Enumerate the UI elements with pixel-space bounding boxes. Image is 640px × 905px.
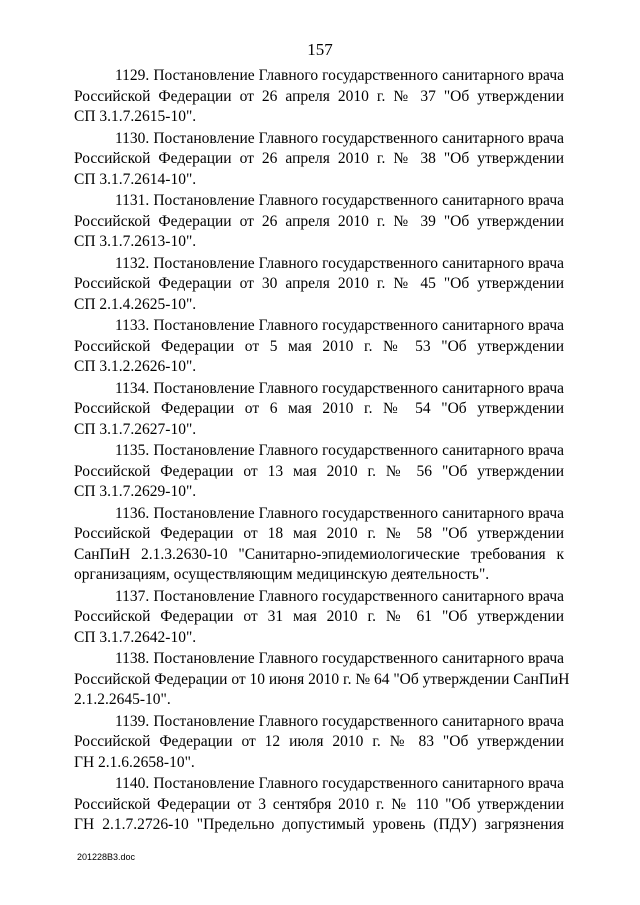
text-line: СП 3.1.7.2613-10".	[74, 233, 197, 250]
list-item	[74, 379, 564, 441]
text-line: СП 3.1.2.2626-10".	[74, 358, 197, 375]
text-line: 1138. Постановление Главного государственного санитарного врача	[115, 650, 564, 667]
list-item	[74, 66, 564, 128]
text-line: СП 3.1.7.2614-10".	[74, 170, 197, 188]
text-line: Российской Федерации от 26 апреля 2010 г. № 39 "Об утверждении	[74, 212, 564, 230]
list-item	[74, 254, 564, 316]
text-line: 1136. Постановление Главного государственного санитарного врача	[115, 504, 564, 522]
text-line: Российской Федерации от 12 июля 2010 г. № 83 "Об утверждении	[74, 733, 564, 750]
text-line: 1137. Постановление Главного государственного санитарного врача	[115, 587, 564, 605]
document-footer: 201228B3.doc	[77, 852, 136, 862]
text-line: организациям, осуществляющим медицинскую деятельность".	[74, 566, 490, 583]
text-line: 2.1.2.2645-10".	[74, 691, 171, 708]
list-item	[74, 712, 564, 774]
text-line: Российской Федерации от 30 апреля 2010 г. № 45 "Об утверждении	[74, 275, 564, 292]
list-item	[74, 649, 570, 711]
list-item	[74, 504, 564, 586]
text-line: 1139. Постановление Главного государственного санитарного врача	[115, 712, 564, 730]
text-line: 1130. Постановление Главного государственного санитарного врача	[115, 129, 564, 147]
text-line: Российской Федерации от 26 апреля 2010 г. № 38 "Об утверждении	[74, 150, 564, 167]
text-line: Российской Федерации от 31 мая 2010 г. № 61 "Об утверждении	[74, 608, 564, 625]
text-line: СП 3.1.7.2627-10".	[74, 420, 197, 438]
text-line: 1132. Постановление Главного государственного санитарного врача	[115, 254, 564, 272]
text-line: ГН 2.1.6.2658-10".	[74, 753, 195, 771]
text-line: 1133. Постановление Главного государственного санитарного врача	[115, 317, 564, 334]
list-item	[74, 129, 564, 191]
text-line: СП 3.1.7.2629-10".	[74, 483, 197, 500]
text-line: 1140. Постановление Главного государственного санитарного врача	[115, 775, 564, 792]
text-line: Российской Федерации от 5 мая 2010 г. № 53 "Об утверждении	[74, 337, 564, 355]
text-line: Российской Федерации от 18 мая 2010 г. № 58 "Об утверждении	[74, 525, 564, 542]
text-line: СП 2.1.4.2625-10".	[74, 295, 197, 313]
text-line: 1134. Постановление Главного государственного санитарного врача	[115, 379, 564, 397]
text-line: Российской Федерации от 10 июня 2010 г. № 64 "Об утверждении СанПиН	[74, 670, 570, 688]
text-line: 1135. Постановление Главного государственного санитарного врача	[115, 442, 564, 459]
document-body	[74, 66, 570, 837]
text-line: СП 3.1.7.2615-10".	[74, 108, 197, 125]
text-line: Российской Федерации от 13 мая 2010 г. № 56 "Об утверждении	[74, 462, 564, 480]
list-item	[74, 316, 564, 378]
text-line: 1131. Постановление Главного государственного санитарного врача	[115, 192, 564, 209]
text-line: 1129. Постановление Главного государственного санитарного врача	[115, 67, 564, 84]
list-item	[74, 191, 564, 253]
text-line: СП 3.1.7.2642-10".	[74, 628, 197, 646]
text-line: Российской Федерации от 6 мая 2010 г. № 54 "Об утверждении	[74, 400, 564, 417]
text-line: Российской Федерации от 26 апреля 2010 г. № 37 "Об утверждении	[74, 87, 564, 105]
list-item	[74, 441, 564, 503]
text-line: СанПиН 2.1.3.2630-10 "Санитарно-эпидемиологические требования к	[74, 545, 564, 563]
list-item	[74, 587, 564, 649]
text-line: ГН 2.1.7.2726-10 "Предельно допустимый уровень (ПДУ) загрязнения	[74, 816, 564, 833]
page-number: 157	[307, 40, 333, 59]
list-item	[74, 774, 564, 836]
text-line: Российской Федерации от 3 сентября 2010 г. № 110 "Об утверждении	[74, 795, 564, 813]
